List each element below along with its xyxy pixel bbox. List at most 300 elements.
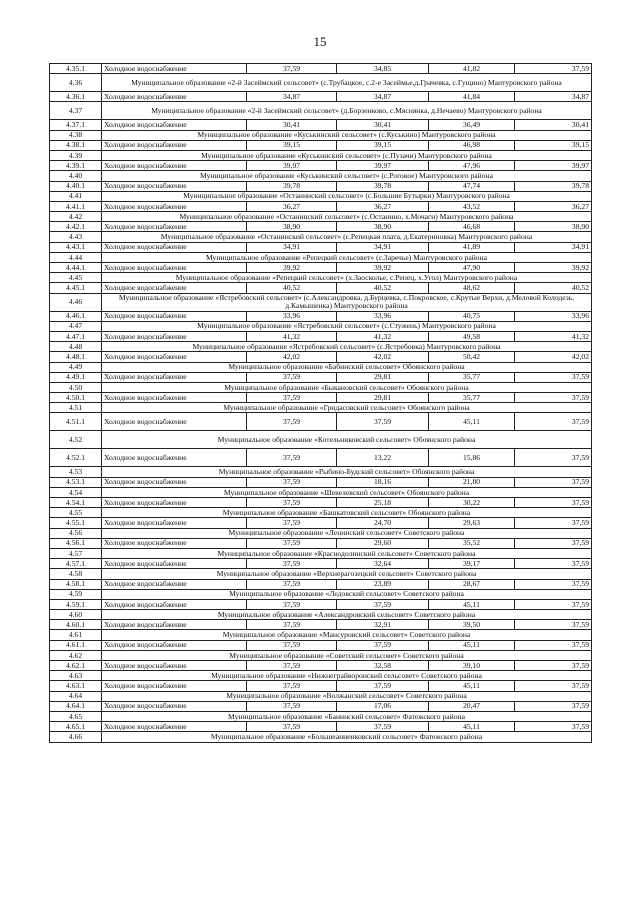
tariff-value-1: 37,59 — [247, 640, 337, 650]
municipality-name: Муниципальное образование «Банинский сельсовет» Фатежского района — [102, 711, 592, 721]
municipality-name: Муниципальное образование «Нижнеграйворонский сельсовет» Советского района — [102, 671, 592, 681]
tariff-value-1: 34,87 — [247, 92, 337, 102]
row-number: 4.36 — [50, 74, 102, 92]
row-number: 4.46 — [50, 293, 102, 311]
municipality-name: Муниципальное образование «2-й Засеймский сельсовет» (д.Борзенково, с.Мяснянка, д.Нечаево) Мантуровского района — [102, 102, 592, 120]
tariff-value-4: 37,59 — [515, 518, 592, 528]
row-number: 4.43 — [50, 232, 102, 242]
row-number: 4.37.1 — [50, 120, 102, 130]
tariff-value-2: 41,32 — [337, 331, 429, 341]
service-name: Холодное водоснабжение — [102, 413, 247, 431]
table-row — [50, 372, 592, 382]
table-row — [50, 92, 592, 102]
tariff-value-3: 45,11 — [429, 722, 515, 732]
tariff-value-3: 30,22 — [429, 498, 515, 508]
table-row — [50, 413, 592, 431]
tariff-value-4: 37,59 — [515, 498, 592, 508]
service-name: Холодное водоснабжение — [102, 311, 247, 321]
row-number: 4.54 — [50, 487, 102, 497]
municipality-name: Муниципальное образование «Останинский сельсовет» (с.Репецкая плата, д.Екатериновка) Мантуровского района — [102, 232, 592, 242]
service-name: Холодное водоснабжение — [102, 722, 247, 732]
municipality-name: Муниципальное образование «Ястребовский сельсовет» (с.Ястребовка) Мантуровского района — [102, 342, 592, 352]
tariff-value-1: 41,32 — [247, 331, 337, 341]
tariff-value-4: 37,59 — [515, 579, 592, 589]
tariff-value-3: 46,68 — [429, 222, 515, 232]
tariff-value-4: 37,59 — [515, 372, 592, 382]
service-name: Холодное водоснабжение — [102, 538, 247, 548]
row-number: 4.42 — [50, 212, 102, 222]
tariff-value-3: 15,86 — [429, 449, 515, 467]
tariff-value-3: 39,10 — [429, 661, 515, 671]
tariff-value-3: 45,11 — [429, 413, 515, 431]
municipality-row — [50, 321, 592, 331]
municipality-row — [50, 431, 592, 449]
tariff-value-2: 13,22 — [337, 449, 429, 467]
tariff-value-3: 39,50 — [429, 620, 515, 630]
row-number: 4.61.1 — [50, 640, 102, 650]
tariff-value-1: 37,59 — [247, 701, 337, 711]
municipality-row — [50, 150, 592, 160]
tariff-value-4: 39,97 — [515, 161, 592, 171]
row-number: 4.42.1 — [50, 222, 102, 232]
tariff-value-1: 37,59 — [247, 64, 337, 74]
tariff-value-3: 36,49 — [429, 120, 515, 130]
tariff-value-4: 37,59 — [515, 599, 592, 609]
table-row — [50, 620, 592, 630]
tariff-value-4: 36,27 — [515, 201, 592, 211]
tariff-value-4: 37,59 — [515, 538, 592, 548]
row-number: 4.59.1 — [50, 599, 102, 609]
row-number: 4.47.1 — [50, 331, 102, 341]
service-name: Холодное водоснабжение — [102, 283, 247, 293]
tariff-value-2: 32,64 — [337, 559, 429, 569]
tariff-value-2: 38,90 — [337, 222, 429, 232]
row-number: 4.38.1 — [50, 140, 102, 150]
tariff-value-3: 41,84 — [429, 92, 515, 102]
municipality-name: Муниципальное образование «Останинский сельсовет» (с.Большие Бутырки) Мантуровского района — [102, 191, 592, 201]
tariff-value-3: 45,11 — [429, 681, 515, 691]
tariff-value-2: 39,97 — [337, 161, 429, 171]
municipality-row — [50, 548, 592, 558]
tariff-value-3: 46,98 — [429, 140, 515, 150]
row-number: 4.49.1 — [50, 372, 102, 382]
tariff-value-2: 36,27 — [337, 201, 429, 211]
tariff-value-3: 39,17 — [429, 559, 515, 569]
municipality-row — [50, 171, 592, 181]
table-row — [50, 283, 592, 293]
table-row — [50, 161, 592, 171]
row-number: 4.60 — [50, 610, 102, 620]
table-row — [50, 559, 592, 569]
tariff-value-3: 41,89 — [429, 242, 515, 252]
table-row — [50, 64, 592, 74]
municipality-name: Муниципальное образование «Верхнерагозецкий сельсовет» Советского района — [102, 569, 592, 579]
row-number: 4.57 — [50, 548, 102, 558]
service-name: Холодное водоснабжение — [102, 559, 247, 569]
service-name: Холодное водоснабжение — [102, 599, 247, 609]
table-row — [50, 518, 592, 528]
table-row — [50, 120, 592, 130]
tariff-value-4: 39,78 — [515, 181, 592, 191]
municipality-row — [50, 403, 592, 413]
tariff-value-2: 39,15 — [337, 140, 429, 150]
table-row — [50, 538, 592, 548]
tariff-value-4: 37,59 — [515, 701, 592, 711]
tariff-value-1: 39,15 — [247, 140, 337, 150]
row-number: 4.44 — [50, 252, 102, 262]
service-name: Холодное водоснабжение — [102, 263, 247, 273]
tariff-value-3: 35,52 — [429, 538, 515, 548]
service-name: Холодное водоснабжение — [102, 372, 247, 382]
municipality-name: Муниципальное образование «Большеанненковский сельсовет» Фатежского района — [102, 732, 592, 742]
service-name: Холодное водоснабжение — [102, 449, 247, 467]
tariff-value-2: 34,91 — [337, 242, 429, 252]
service-name: Холодное водоснабжение — [102, 92, 247, 102]
tariff-value-3: 28,67 — [429, 579, 515, 589]
row-number: 4.64 — [50, 691, 102, 701]
tariff-value-4: 40,52 — [515, 283, 592, 293]
row-number: 4.65 — [50, 711, 102, 721]
table-row — [50, 181, 592, 191]
row-number: 4.39.1 — [50, 161, 102, 171]
municipality-name: Муниципальное образование «Репецкий сельсовет» (х.Заосколье, с.Репец, х.Угол) Мантуровского района — [102, 273, 592, 283]
row-number: 4.56.1 — [50, 538, 102, 548]
tariff-value-3: 48,62 — [429, 283, 515, 293]
table-row — [50, 449, 592, 467]
row-number: 4.49 — [50, 362, 102, 372]
table-row — [50, 498, 592, 508]
tariff-value-4: 37,59 — [515, 449, 592, 467]
tariff-value-1: 30,41 — [247, 120, 337, 130]
table-row — [50, 222, 592, 232]
tariff-value-3: 21,80 — [429, 477, 515, 487]
tariff-value-3: 41,82 — [429, 64, 515, 74]
municipality-row — [50, 508, 592, 518]
municipality-row — [50, 74, 592, 92]
tariff-value-1: 37,59 — [247, 413, 337, 431]
municipality-row — [50, 487, 592, 497]
tariff-value-1: 37,59 — [247, 449, 337, 467]
municipality-row — [50, 382, 592, 392]
tariff-value-1: 37,59 — [247, 599, 337, 609]
tariff-value-3: 43,52 — [429, 201, 515, 211]
row-number: 4.57.1 — [50, 559, 102, 569]
row-number: 4.64.1 — [50, 701, 102, 711]
row-number: 4.43.1 — [50, 242, 102, 252]
table-row — [50, 599, 592, 609]
municipality-name: Муниципальное образование «Быкановский сельсовет» Обоянского района — [102, 382, 592, 392]
row-number: 4.53 — [50, 467, 102, 477]
tariff-value-4: 38,90 — [515, 222, 592, 232]
tariff-value-4: 37,59 — [515, 681, 592, 691]
row-number: 4.44.1 — [50, 263, 102, 273]
municipality-name: Муниципальное образование «Ястребовский сельсовет» (с.Стужень) Мантуровского района — [102, 321, 592, 331]
service-name: Холодное водоснабжение — [102, 498, 247, 508]
table-row — [50, 701, 592, 711]
row-number: 4.46.1 — [50, 311, 102, 321]
row-number: 4.63 — [50, 671, 102, 681]
tariff-value-4: 37,59 — [515, 722, 592, 732]
tariff-value-3: 47,74 — [429, 181, 515, 191]
tariff-value-2: 24,70 — [337, 518, 429, 528]
tariff-value-1: 37,59 — [247, 661, 337, 671]
tariff-value-4: 34,91 — [515, 242, 592, 252]
tariff-value-2: 37,59 — [337, 599, 429, 609]
tariff-value-4: 37,59 — [515, 559, 592, 569]
tariff-value-1: 37,59 — [247, 498, 337, 508]
municipality-row — [50, 342, 592, 352]
municipality-name: Муниципальное образование «2-й Засеймский сельсовет» (с.Трубацкое, с.2-е Засеймье,д.Грачевка, с.Гущино) Мантуровского района — [102, 74, 592, 92]
row-number: 4.40 — [50, 171, 102, 181]
tariff-value-2: 40,52 — [337, 283, 429, 293]
row-number: 4.60.1 — [50, 620, 102, 630]
tariff-value-1: 37,59 — [247, 681, 337, 691]
tariff-value-3: 35,77 — [429, 393, 515, 403]
tariff-value-1: 40,52 — [247, 283, 337, 293]
row-number: 4.52.1 — [50, 449, 102, 467]
tariff-value-2: 34,87 — [337, 92, 429, 102]
tariff-value-2: 18,16 — [337, 477, 429, 487]
tariff-value-1: 37,59 — [247, 620, 337, 630]
row-number: 4.62 — [50, 650, 102, 660]
municipality-row — [50, 212, 592, 222]
row-number: 4.35.1 — [50, 64, 102, 74]
tariff-value-1: 37,59 — [247, 538, 337, 548]
service-name: Холодное водоснабжение — [102, 661, 247, 671]
service-name: Холодное водоснабжение — [102, 120, 247, 130]
tariff-value-2: 32,91 — [337, 620, 429, 630]
tariff-value-4: 34,87 — [515, 92, 592, 102]
municipality-name: Муниципальное образование «Мансуровский сельсовет» Советского района — [102, 630, 592, 640]
service-name: Холодное водоснабжение — [102, 701, 247, 711]
municipality-name: Муниципальное образование «Волжанский сельсовет» Советского района — [102, 691, 592, 701]
tariff-value-3: 49,58 — [429, 331, 515, 341]
table-row — [50, 393, 592, 403]
service-name: Холодное водоснабжение — [102, 222, 247, 232]
tariff-value-1: 37,59 — [247, 559, 337, 569]
table-row — [50, 201, 592, 211]
row-number: 4.51.1 — [50, 413, 102, 431]
tariff-value-2: 23,89 — [337, 579, 429, 589]
tariff-value-1: 34,91 — [247, 242, 337, 252]
row-number: 4.50.1 — [50, 393, 102, 403]
table-row — [50, 477, 592, 487]
tariff-value-1: 37,59 — [247, 477, 337, 487]
municipality-row — [50, 671, 592, 681]
tariff-value-4: 37,59 — [515, 640, 592, 650]
service-name: Холодное водоснабжение — [102, 181, 247, 191]
municipality-row — [50, 610, 592, 620]
row-number: 4.54.1 — [50, 498, 102, 508]
row-number: 4.40.1 — [50, 181, 102, 191]
municipality-row — [50, 273, 592, 283]
municipality-row — [50, 130, 592, 140]
tariff-value-3: 47,90 — [429, 263, 515, 273]
service-name: Холодное водоснабжение — [102, 331, 247, 341]
service-name: Холодное водоснабжение — [102, 620, 247, 630]
municipality-name: Муниципальное образование «Котельниковский сельсовет» Обоянского района — [102, 431, 592, 449]
tariff-table — [49, 63, 592, 743]
service-name: Холодное водоснабжение — [102, 352, 247, 362]
table-row — [50, 331, 592, 341]
municipality-name: Муниципальное образование «Куськинский сельсовет» (с.Роговое) Мантуровского района — [102, 171, 592, 181]
tariff-value-1: 37,59 — [247, 518, 337, 528]
municipality-name: Муниципальное образование «Ледовский сельсовет» Советского района — [102, 589, 592, 599]
tariff-value-2: 29,81 — [337, 393, 429, 403]
table-body — [50, 64, 592, 743]
tariff-value-1: 39,92 — [247, 263, 337, 273]
row-number: 4.50 — [50, 382, 102, 392]
municipality-name: Муниципальное образование «Куськинский сельсовет» (с.Пузачи) Мантуровского района — [102, 150, 592, 160]
table-row — [50, 681, 592, 691]
tariff-value-1: 37,59 — [247, 579, 337, 589]
tariff-value-1: 42,02 — [247, 352, 337, 362]
tariff-value-1: 33,96 — [247, 311, 337, 321]
service-name: Холодное водоснабжение — [102, 681, 247, 691]
municipality-row — [50, 293, 592, 311]
tariff-value-2: 30,41 — [337, 120, 429, 130]
service-name: Холодное водоснабжение — [102, 140, 247, 150]
tariff-value-1: 36,27 — [247, 201, 337, 211]
table-row — [50, 640, 592, 650]
row-number: 4.48 — [50, 342, 102, 352]
tariff-value-2: 37,59 — [337, 722, 429, 732]
tariff-value-2: 39,78 — [337, 181, 429, 191]
service-name: Холодное водоснабжение — [102, 64, 247, 74]
service-name: Холодное водоснабжение — [102, 161, 247, 171]
municipality-name: Муниципальное образование «Репецкий сельсовет» (с.Заречье) Мантуровского района — [102, 252, 592, 262]
tariff-value-2: 29,60 — [337, 538, 429, 548]
tariff-value-2: 17,06 — [337, 701, 429, 711]
tariff-value-3: 45,11 — [429, 640, 515, 650]
row-number: 4.47 — [50, 321, 102, 331]
table-row — [50, 579, 592, 589]
row-number: 4.51 — [50, 403, 102, 413]
row-number: 4.62.1 — [50, 661, 102, 671]
row-number: 4.41.1 — [50, 201, 102, 211]
tariff-value-1: 39,78 — [247, 181, 337, 191]
service-name: Холодное водоснабжение — [102, 518, 247, 528]
page-number: 15 — [313, 34, 327, 49]
service-name: Холодное водоснабжение — [102, 640, 247, 650]
tariff-value-2: 34,85 — [337, 64, 429, 74]
table-row — [50, 263, 592, 273]
row-number: 4.36.1 — [50, 92, 102, 102]
tariff-value-4: 37,59 — [515, 620, 592, 630]
municipality-name: Муниципальное образование «Башкатовский сельсовет» Обоянского района — [102, 508, 592, 518]
tariff-value-2: 39,92 — [337, 263, 429, 273]
municipality-row — [50, 630, 592, 640]
row-number: 4.56 — [50, 528, 102, 538]
tariff-value-2: 32,58 — [337, 661, 429, 671]
municipality-name: Муниципальное образование «Гридасовский сельсовет» Обоянского района — [102, 403, 592, 413]
municipality-name: Муниципальное образование «Александровский сельсовет» Советского района — [102, 610, 592, 620]
row-number: 4.61 — [50, 630, 102, 640]
municipality-row — [50, 650, 592, 660]
municipality-row — [50, 362, 592, 372]
row-number: 4.55 — [50, 508, 102, 518]
service-name: Холодное водоснабжение — [102, 477, 247, 487]
tariff-value-4: 37,59 — [515, 477, 592, 487]
service-name: Холодное водоснабжение — [102, 201, 247, 211]
table-row — [50, 311, 592, 321]
tariff-value-1: 38,90 — [247, 222, 337, 232]
municipality-row — [50, 691, 592, 701]
row-number: 4.58.1 — [50, 579, 102, 589]
tariff-value-4: 37,59 — [515, 393, 592, 403]
table-row — [50, 722, 592, 732]
tariff-value-4: 37,59 — [515, 413, 592, 431]
tariff-value-3: 45,11 — [429, 599, 515, 609]
row-number: 4.66 — [50, 732, 102, 742]
tariff-value-3: 47,96 — [429, 161, 515, 171]
tariff-value-4: 33,96 — [515, 311, 592, 321]
municipality-row — [50, 711, 592, 721]
row-number: 4.37 — [50, 102, 102, 120]
tariff-value-2: 42,02 — [337, 352, 429, 362]
table-row — [50, 352, 592, 362]
row-number: 4.59 — [50, 589, 102, 599]
tariff-value-2: 25,18 — [337, 498, 429, 508]
table-row — [50, 242, 592, 252]
tariff-value-4: 37,59 — [515, 661, 592, 671]
municipality-name: Муниципальное образование «Шевелевский сельсовет» Обоянского района — [102, 487, 592, 497]
tariff-value-4: 39,92 — [515, 263, 592, 273]
table-row — [50, 661, 592, 671]
tariff-value-4: 41,32 — [515, 331, 592, 341]
service-name: Холодное водоснабжение — [102, 393, 247, 403]
municipality-row — [50, 191, 592, 201]
municipality-name: Муниципальное образование «Останинский сельсовет» (с.Останино, х.Мочаги) Мантуровского района — [102, 212, 592, 222]
row-number: 4.55.1 — [50, 518, 102, 528]
municipality-row — [50, 528, 592, 538]
tariff-value-4: 42,02 — [515, 352, 592, 362]
row-number: 4.52 — [50, 431, 102, 449]
municipality-name: Муниципальное образование «Бабинский сельсовет» Обоянского района — [102, 362, 592, 372]
municipality-name: Муниципальное образование «Советский сельсовет» Советского района — [102, 650, 592, 660]
tariff-value-1: 37,59 — [247, 372, 337, 382]
row-number: 4.48.1 — [50, 352, 102, 362]
municipality-row — [50, 732, 592, 742]
tariff-value-4: 30,41 — [515, 120, 592, 130]
row-number: 4.65.1 — [50, 722, 102, 732]
row-number: 4.39 — [50, 150, 102, 160]
tariff-value-1: 37,59 — [247, 722, 337, 732]
tariff-value-3: 50,42 — [429, 352, 515, 362]
tariff-value-3: 40,75 — [429, 311, 515, 321]
row-number: 4.41 — [50, 191, 102, 201]
tariff-value-2: 37,59 — [337, 681, 429, 691]
service-name: Холодное водоснабжение — [102, 579, 247, 589]
municipality-row — [50, 252, 592, 262]
municipality-name: Муниципальное образование «Куськинский сельсовет» (с.Куськино) Мантуровского района — [102, 130, 592, 140]
tariff-value-4: 39,15 — [515, 140, 592, 150]
municipality-name: Муниципальное образование «Ястребовский сельсовет» (с.Александровка, д.Бурцевка, с.Покровское, с.Крутые Верхи, д.Меловой Колодезь, д.Камышенка) Мантуровского района — [102, 293, 592, 311]
municipality-row — [50, 569, 592, 579]
row-number: 4.53.1 — [50, 477, 102, 487]
row-number: 4.58 — [50, 569, 102, 579]
row-number: 4.45 — [50, 273, 102, 283]
municipality-name: Муниципальное образование «Рыбино-Будский сельсовет» Обоянского района — [102, 467, 592, 477]
tariff-value-3: 20,47 — [429, 701, 515, 711]
tariff-value-3: 35,77 — [429, 372, 515, 382]
tariff-value-1: 39,97 — [247, 161, 337, 171]
tariff-value-1: 37,59 — [247, 393, 337, 403]
municipality-name: Муниципальное образование «Ленинский сельсовет» Советского района — [102, 528, 592, 538]
service-name: Холодное водоснабжение — [102, 242, 247, 252]
row-number: 4.63.1 — [50, 681, 102, 691]
municipality-name: Муниципальное образование «Краснодолинский сельсовет» Советского района — [102, 548, 592, 558]
